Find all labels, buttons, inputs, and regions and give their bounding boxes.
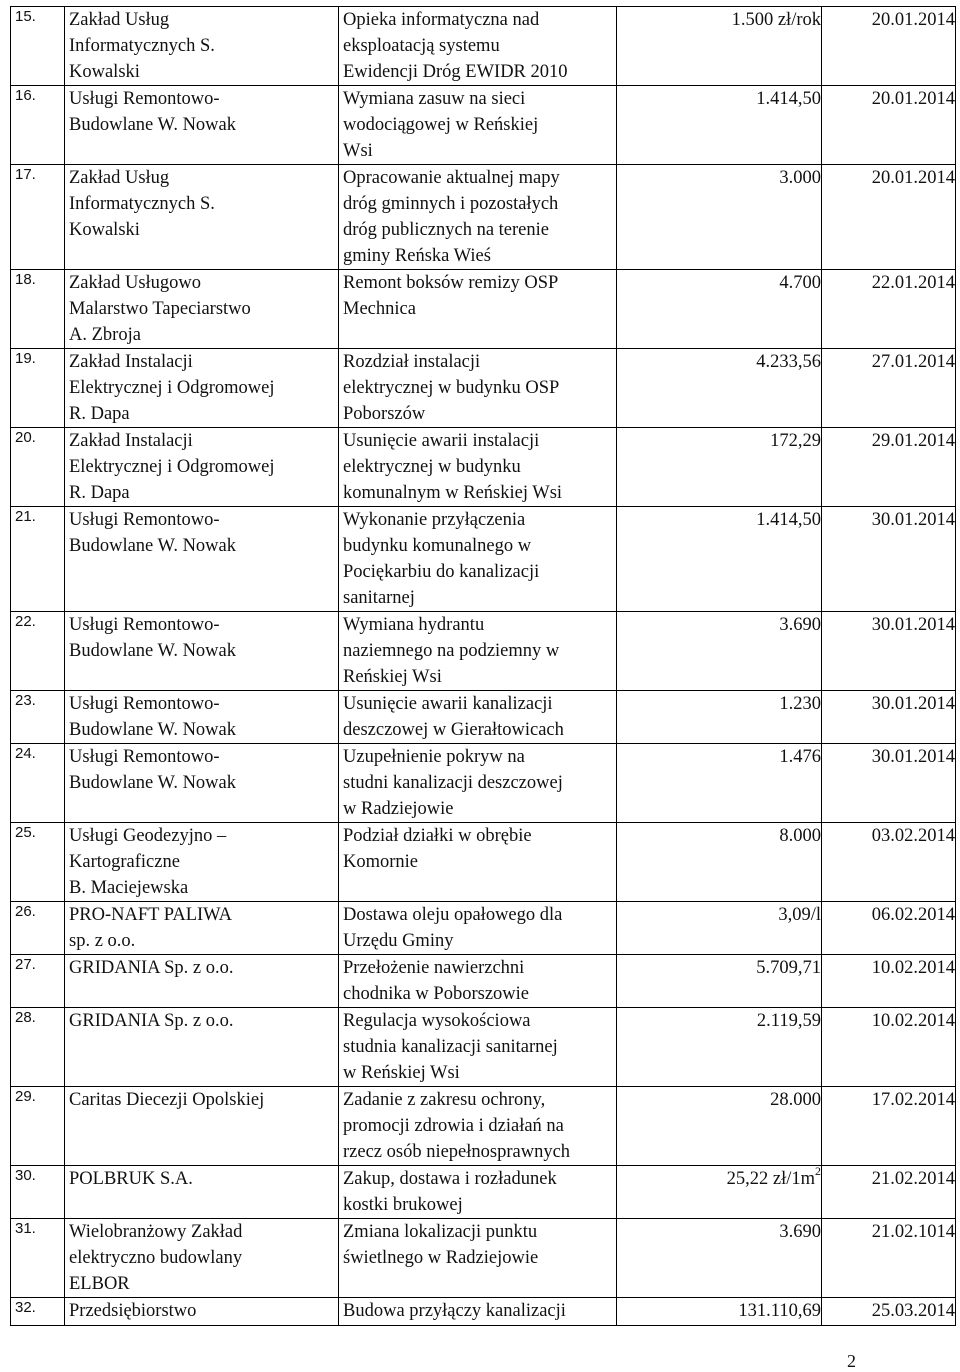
- row-number: 19.: [11, 349, 65, 428]
- scope-line: Usunięcie awarii instalacji: [343, 431, 540, 451]
- scope-line: Budowa przyłączy kanalizacji: [343, 1301, 566, 1321]
- contractor-line: Informatycznych S.: [69, 36, 215, 56]
- scope-line: kostki brukowej: [343, 1195, 463, 1215]
- scope-cell: [339, 428, 617, 507]
- scope-cell: [339, 1298, 617, 1326]
- contractor-line: Elektrycznej i Odgromowej: [69, 378, 275, 398]
- contractor-cell: [65, 428, 339, 507]
- table-row: [11, 1008, 956, 1087]
- scope-line: elektrycznej w budynku OSP: [343, 378, 560, 398]
- scope-line: Wykonanie przyłączenia: [343, 510, 526, 530]
- scope-cell: [339, 7, 617, 86]
- table-row: [11, 1166, 956, 1219]
- amount-cell: [617, 955, 822, 1008]
- scope-line: Wymiana zasuw na sieci: [343, 89, 526, 109]
- contractor-line: Usługi Remontowo-: [69, 615, 220, 635]
- date-cell: 20.01.2014: [822, 7, 956, 86]
- contractor-line: Wielobranżowy Zakład: [69, 1222, 243, 1242]
- contractor-line: Budowlane W. Nowak: [69, 641, 236, 661]
- scope-line: sanitarnej: [343, 588, 415, 608]
- amount-value: 4.700: [779, 273, 821, 293]
- contractor-line: Informatycznych S.: [69, 194, 215, 214]
- scope-line: Wsi: [343, 141, 373, 161]
- contractor-line: sp. z o.o.: [69, 931, 136, 951]
- scope-line: Wymiana hydrantu: [343, 615, 485, 635]
- amount-value: 2.119,59: [756, 1011, 821, 1031]
- contractor-line: Budowlane W. Nowak: [69, 720, 236, 740]
- contractor-line: Caritas Diecezji Opolskiej: [69, 1090, 265, 1110]
- amount-cell: [617, 270, 822, 349]
- scope-line: promocji zdrowia i działań na: [343, 1116, 564, 1136]
- amount-cell: [617, 349, 822, 428]
- scope-line: Przełożenie nawierzchni: [343, 958, 525, 978]
- amount-value: 1.414,50: [756, 510, 821, 530]
- amount-cell: [617, 823, 822, 902]
- contractor-line: Usługi Remontowo-: [69, 694, 220, 714]
- contractor-line: R. Dapa: [69, 483, 130, 503]
- date-cell: 30.01.2014: [822, 612, 956, 691]
- scope-line: komunalnym w Reńskiej Wsi: [343, 483, 563, 503]
- date-cell: 29.01.2014: [822, 428, 956, 507]
- row-number: 20.: [11, 428, 65, 507]
- scope-cell: [339, 507, 617, 612]
- row-number: 29.: [11, 1087, 65, 1166]
- table-body: [11, 7, 956, 1326]
- row-number: 18.: [11, 270, 65, 349]
- table-row: [11, 7, 956, 86]
- scope-line: Urzędu Gminy: [343, 931, 454, 951]
- scope-line: Reńskiej Wsi: [343, 667, 442, 687]
- amount-value: 25,22 zł/1m: [726, 1169, 815, 1189]
- scope-cell: [339, 744, 617, 823]
- amount-value: 3.690: [779, 1222, 821, 1242]
- contractor-line: Zakład Instalacji: [69, 431, 193, 451]
- contractor-line: Zakład Usług: [69, 168, 170, 188]
- amount-value: 1.500 zł/rok: [731, 10, 821, 30]
- contractor-line: PRO-NAFT PALIWA: [69, 905, 232, 925]
- contractor-cell: [65, 349, 339, 428]
- contractor-cell: [65, 1008, 339, 1087]
- date-cell: 25.03.2014: [822, 1298, 956, 1326]
- scope-cell: [339, 955, 617, 1008]
- table-row: [11, 612, 956, 691]
- row-number: 22.: [11, 612, 65, 691]
- contractor-line: Usługi Geodezyjno –: [69, 826, 227, 846]
- table-row: [11, 1219, 956, 1298]
- scope-line: Poborszów: [343, 404, 426, 424]
- scope-line: Zmiana lokalizacji punktu: [343, 1222, 538, 1242]
- contractor-cell: [65, 691, 339, 744]
- scope-cell: [339, 902, 617, 955]
- amount-cell: [617, 428, 822, 507]
- table-row: [11, 1087, 956, 1166]
- amount-value: 4.233,56: [756, 352, 821, 372]
- date-cell: 20.01.2014: [822, 86, 956, 165]
- scope-line: Uzupełnienie pokryw na: [343, 747, 525, 767]
- date-cell: 30.01.2014: [822, 691, 956, 744]
- amount-value: 172,29: [770, 431, 821, 451]
- scope-line: Rozdział instalacji: [343, 352, 481, 372]
- scope-line: rzecz osób niepełnosprawnych: [343, 1142, 571, 1162]
- row-number: 15.: [11, 7, 65, 86]
- contractor-line: elektryczno budowlany: [69, 1248, 243, 1268]
- contractor-line: Malarstwo Tapeciarstwo: [69, 299, 251, 319]
- scope-cell: [339, 612, 617, 691]
- amount-cell: [617, 744, 822, 823]
- scope-line: Dostawa oleju opałowego dla: [343, 905, 563, 925]
- table-row: [11, 86, 956, 165]
- scope-line: eksploatacją systemu: [343, 36, 500, 56]
- contractor-line: Przedsiębiorstwo: [69, 1301, 197, 1321]
- scope-line: studni kanalizacji deszczowej: [343, 773, 563, 793]
- date-cell: 03.02.2014: [822, 823, 956, 902]
- row-number: 21.: [11, 507, 65, 612]
- contractor-line: Zakład Usługowo: [69, 273, 202, 293]
- scope-line: naziemnego na podziemny w: [343, 641, 560, 661]
- table-row: [11, 1298, 956, 1326]
- scope-line: chodnika w Poborszowie: [343, 984, 529, 1004]
- scope-line: budynku komunalnego w: [343, 536, 532, 556]
- scope-line: Ewidencji Dróg EWIDR 2010: [343, 62, 568, 82]
- table-row: [11, 270, 956, 349]
- contractor-cell: [65, 1087, 339, 1166]
- contractor-cell: [65, 507, 339, 612]
- contractor-line: Zakład Usług: [69, 10, 170, 30]
- contractor-cell: [65, 1219, 339, 1298]
- contractor-line: Elektrycznej i Odgromowej: [69, 457, 275, 477]
- amount-cell: [617, 1087, 822, 1166]
- scope-cell: [339, 691, 617, 744]
- date-cell: 10.02.2014: [822, 1008, 956, 1087]
- row-number: 17.: [11, 165, 65, 270]
- amount-cell: [617, 1008, 822, 1087]
- amount-cell: [617, 86, 822, 165]
- amount-cell: [617, 165, 822, 270]
- table-row: [11, 691, 956, 744]
- contractor-cell: [65, 744, 339, 823]
- table-row: [11, 744, 956, 823]
- row-number: 28.: [11, 1008, 65, 1087]
- amount-value: 1.230: [779, 694, 821, 714]
- amount-value: 3,09/l: [778, 905, 821, 925]
- amount-value: 1.414,50: [756, 89, 821, 109]
- scope-line: Opracowanie aktualnej mapy: [343, 168, 560, 188]
- date-cell: 20.01.2014: [822, 165, 956, 270]
- contractor-line: Budowlane W. Nowak: [69, 536, 236, 556]
- contractor-cell: [65, 612, 339, 691]
- date-cell: 10.02.2014: [822, 955, 956, 1008]
- table-row: [11, 955, 956, 1008]
- amount-cell: [617, 1166, 822, 1219]
- row-number: 32.: [11, 1298, 65, 1326]
- amount-unit-exponent: 2: [815, 1165, 821, 1178]
- scope-line: Zadanie z zakresu ochrony,: [343, 1090, 546, 1110]
- scope-line: dróg gminnych i pozostałych: [343, 194, 559, 214]
- contractor-line: A. Zbroja: [69, 325, 141, 345]
- contractor-cell: [65, 270, 339, 349]
- amount-cell: [617, 1298, 822, 1326]
- scope-line: Pociękarbiu do kanalizacji: [343, 562, 540, 582]
- amount-cell: [617, 507, 822, 612]
- scope-line: gminy Reńska Wieś: [343, 246, 491, 266]
- table-row: [11, 902, 956, 955]
- date-cell: 17.02.2014: [822, 1087, 956, 1166]
- scope-line: dróg publicznych na terenie: [343, 220, 549, 240]
- scope-cell: [339, 1087, 617, 1166]
- scope-cell: [339, 1008, 617, 1087]
- row-number: 24.: [11, 744, 65, 823]
- contractor-cell: [65, 7, 339, 86]
- row-number: 27.: [11, 955, 65, 1008]
- scope-line: Komornie: [343, 852, 419, 872]
- contractor-cell: [65, 902, 339, 955]
- contractor-line: R. Dapa: [69, 404, 130, 424]
- table-row: [11, 507, 956, 612]
- row-number: 25.: [11, 823, 65, 902]
- scope-line: wodociągowej w Reńskiej: [343, 115, 539, 135]
- contractor-line: Usługi Remontowo-: [69, 89, 220, 109]
- scope-line: deszczowej w Gierałtowicach: [343, 720, 564, 740]
- contractor-line: Budowlane W. Nowak: [69, 773, 236, 793]
- scope-cell: [339, 349, 617, 428]
- amount-value: 5.709,71: [756, 958, 821, 978]
- contractor-line: Budowlane W. Nowak: [69, 115, 236, 135]
- date-cell: 30.01.2014: [822, 507, 956, 612]
- scope-line: Remont boksów remizy OSP: [343, 273, 559, 293]
- row-number: 16.: [11, 86, 65, 165]
- contractor-cell: [65, 1166, 339, 1219]
- date-cell: 22.01.2014: [822, 270, 956, 349]
- contractor-line: B. Maciejewska: [69, 878, 189, 898]
- contractor-line: Usługi Remontowo-: [69, 510, 220, 530]
- row-number: 26.: [11, 902, 65, 955]
- scope-cell: [339, 165, 617, 270]
- date-cell: 27.01.2014: [822, 349, 956, 428]
- scope-line: Usunięcie awarii kanalizacji: [343, 694, 553, 714]
- amount-value: 3.690: [779, 615, 821, 635]
- contractor-line: ELBOR: [69, 1274, 130, 1294]
- contracts-register-table: [10, 6, 956, 1326]
- scope-cell: [339, 1166, 617, 1219]
- amount-value: 131.110,69: [738, 1301, 821, 1321]
- table-row: [11, 165, 956, 270]
- amount-value: 28.000: [770, 1090, 821, 1110]
- contractor-cell: [65, 823, 339, 902]
- table-row: [11, 823, 956, 902]
- amount-value: 1.476: [779, 747, 821, 767]
- contractor-cell: [65, 955, 339, 1008]
- amount-cell: [617, 612, 822, 691]
- date-cell: 21.02.2014: [822, 1166, 956, 1219]
- amount-cell: [617, 902, 822, 955]
- contractor-line: POLBRUK S.A.: [69, 1169, 193, 1189]
- scope-line: Podział działki w obrębie: [343, 826, 532, 846]
- page-number: 2: [847, 1351, 856, 1371]
- scope-line: świetlnego w Radziejowie: [343, 1248, 539, 1268]
- amount-cell: [617, 7, 822, 86]
- scope-line: elektrycznej w budynku: [343, 457, 521, 477]
- amount-cell: [617, 691, 822, 744]
- row-number: 23.: [11, 691, 65, 744]
- date-cell: 06.02.2014: [822, 902, 956, 955]
- scope-line: Zakup, dostawa i rozładunek: [343, 1169, 557, 1189]
- scope-cell: [339, 270, 617, 349]
- amount-value: 8.000: [779, 826, 821, 846]
- scope-cell: [339, 1219, 617, 1298]
- date-cell: 30.01.2014: [822, 744, 956, 823]
- row-number: 30.: [11, 1166, 65, 1219]
- contractor-line: GRIDANIA Sp. z o.o.: [69, 958, 234, 978]
- scope-line: Mechnica: [343, 299, 416, 319]
- contractor-line: Zakład Instalacji: [69, 352, 193, 372]
- contractor-line: Kartograficzne: [69, 852, 180, 872]
- contractor-line: Usługi Remontowo-: [69, 747, 220, 767]
- scope-line: Opieka informatyczna nad: [343, 10, 540, 30]
- amount-cell: [617, 1219, 822, 1298]
- scope-line: Regulacja wysokościowa: [343, 1011, 531, 1031]
- scope-line: w Reńskiej Wsi: [343, 1063, 460, 1083]
- contractor-line: Kowalski: [69, 62, 140, 82]
- contractor-cell: [65, 165, 339, 270]
- scope-cell: [339, 86, 617, 165]
- scope-cell: [339, 823, 617, 902]
- amount-value: 3.000: [779, 168, 821, 188]
- contractor-line: GRIDANIA Sp. z o.o.: [69, 1011, 234, 1031]
- row-number: 31.: [11, 1219, 65, 1298]
- contractor-cell: [65, 86, 339, 165]
- contractor-line: Kowalski: [69, 220, 140, 240]
- scope-line: w Radziejowie: [343, 799, 454, 819]
- date-cell: 21.02.1014: [822, 1219, 956, 1298]
- table-row: [11, 428, 956, 507]
- table-row: [11, 349, 956, 428]
- contractor-cell: [65, 1298, 339, 1326]
- scope-line: studnia kanalizacji sanitarnej: [343, 1037, 558, 1057]
